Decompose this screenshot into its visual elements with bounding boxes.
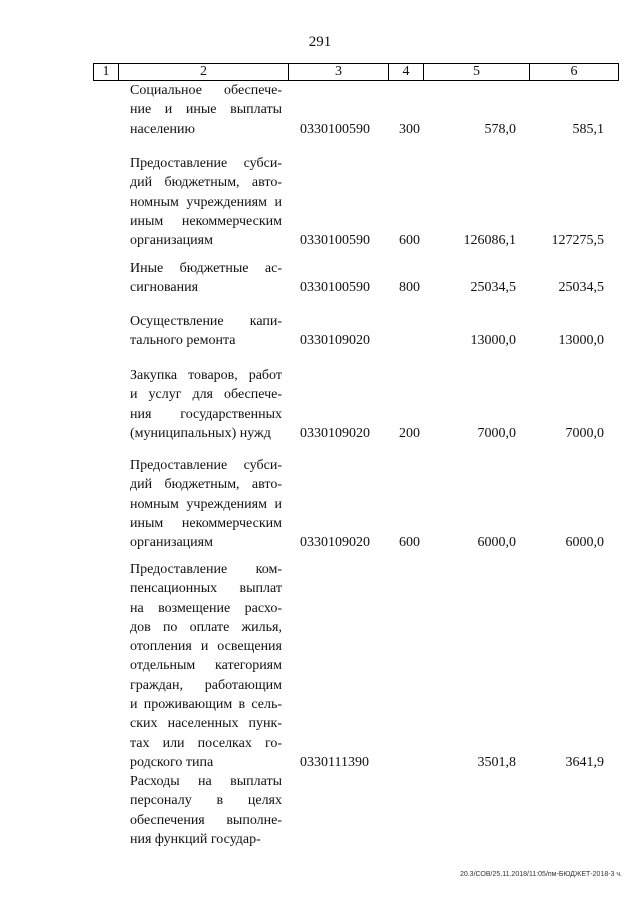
description-line: тах или поселках го-: [130, 735, 282, 751]
description-line: Расходы на выплаты: [130, 774, 282, 789]
description-line: номным учреждениям и: [130, 496, 282, 512]
description-line: ских населенных пунк-: [130, 716, 282, 732]
row-value-2018: 578,0: [484, 121, 516, 137]
header-col-4: 4: [389, 64, 424, 80]
row-value-2019: 25034,5: [558, 280, 604, 296]
description-line: и проживающим в сель-: [130, 697, 282, 713]
description-line: дий бюджетным, авто-: [130, 477, 282, 493]
header-col-1: 1: [94, 64, 119, 80]
row-value-2019: 127275,5: [551, 233, 604, 249]
row-value-2018: 6000,0: [477, 535, 516, 551]
row-description: [130, 312, 282, 351]
description-line: организациям: [130, 535, 213, 551]
row-value-2018: 3501,8: [477, 755, 516, 770]
row-description: [130, 366, 282, 443]
description-line: тального ремонта: [130, 333, 236, 349]
row-value-2018: 7000,0: [477, 425, 516, 441]
header-col-6: 6: [570, 64, 578, 79]
row-value-2019: 13000,0: [558, 333, 604, 349]
description-line: организациям: [130, 233, 213, 249]
row-value-2019: 6000,0: [565, 535, 604, 551]
row-description: [130, 560, 282, 772]
row-value-2018: 13000,0: [470, 333, 516, 349]
description-line: и услуг для обеспече-: [130, 387, 282, 403]
description-line: населению: [130, 121, 195, 137]
description-line: ния функций государ-: [130, 831, 261, 847]
description-line: ния государственных: [130, 406, 282, 422]
description-line: отдельным категориям: [130, 658, 282, 674]
description-line: граждан, работающим: [130, 677, 282, 693]
description-line: Социальное обеспече-: [130, 83, 282, 98]
description-line: иным некоммерческим: [130, 515, 282, 531]
row-value-2019: 585,1: [572, 121, 604, 137]
description-line: (муниципальных) нужд: [130, 425, 271, 441]
description-line: Предоставление субси-: [130, 156, 282, 171]
header-col-2: 2: [119, 64, 289, 80]
description-line: номным учреждениям и: [130, 194, 282, 210]
row-description: [130, 259, 282, 298]
footer-stamp: 20.3/СОВ/25.11.2018/11:05/пм-БЮДЖЕТ-2018-3 ч.: [459, 871, 622, 878]
row-code: 0330100590: [300, 280, 370, 296]
page-number: 291: [308, 34, 332, 50]
description-line: обеспечения выполне-: [130, 812, 282, 828]
row-expense-type: 800: [399, 280, 420, 296]
row-description: [130, 81, 282, 139]
row-code: 0330100590: [300, 233, 370, 249]
description-line: Закупка товаров, работ: [130, 368, 282, 383]
description-line: иным некоммерческим: [130, 213, 282, 229]
row-description: [130, 154, 282, 250]
row-description: [130, 456, 282, 552]
row-code: 0330109020: [300, 535, 370, 551]
row-value-2018: 126086,1: [463, 233, 516, 249]
description-line: дий бюджетным, авто-: [130, 175, 282, 191]
row-value-2019: 3641,9: [565, 755, 604, 770]
description-line: Предоставление субси-: [130, 458, 282, 473]
description-line: родского типа: [130, 754, 214, 770]
description-line: Осуществление капи-: [130, 314, 282, 329]
row-expense-type: 600: [399, 535, 420, 551]
row-value-2019: 7000,0: [565, 425, 604, 441]
description-line: Иные бюджетные ас-: [130, 261, 282, 276]
description-line: на возмещение расхо-: [130, 600, 282, 616]
row-value-2018: 25034,5: [470, 280, 516, 296]
description-line: Предоставление ком-: [130, 562, 282, 577]
row-code: 0330100590: [300, 121, 370, 137]
row-expense-type: 300: [399, 121, 420, 137]
row-description: [130, 772, 282, 849]
description-line: пенсационных выплат: [130, 581, 282, 597]
description-line: отопления и освещения: [130, 639, 282, 655]
row-expense-type: 200: [399, 425, 420, 441]
table-header: [93, 63, 619, 81]
header-col-5: 5: [424, 64, 530, 80]
row-expense-type: 600: [399, 233, 420, 249]
row-code: 0330109020: [300, 333, 370, 349]
row-code: 0330109020: [300, 425, 370, 441]
description-line: дов по оплате жилья,: [130, 619, 282, 635]
description-line: сигнования: [130, 280, 199, 296]
description-line: персоналу в целях: [130, 793, 282, 809]
description-line: ние и иные выплаты: [130, 102, 282, 118]
header-col-3: 3: [289, 64, 389, 80]
row-code: 0330111390: [300, 755, 369, 770]
